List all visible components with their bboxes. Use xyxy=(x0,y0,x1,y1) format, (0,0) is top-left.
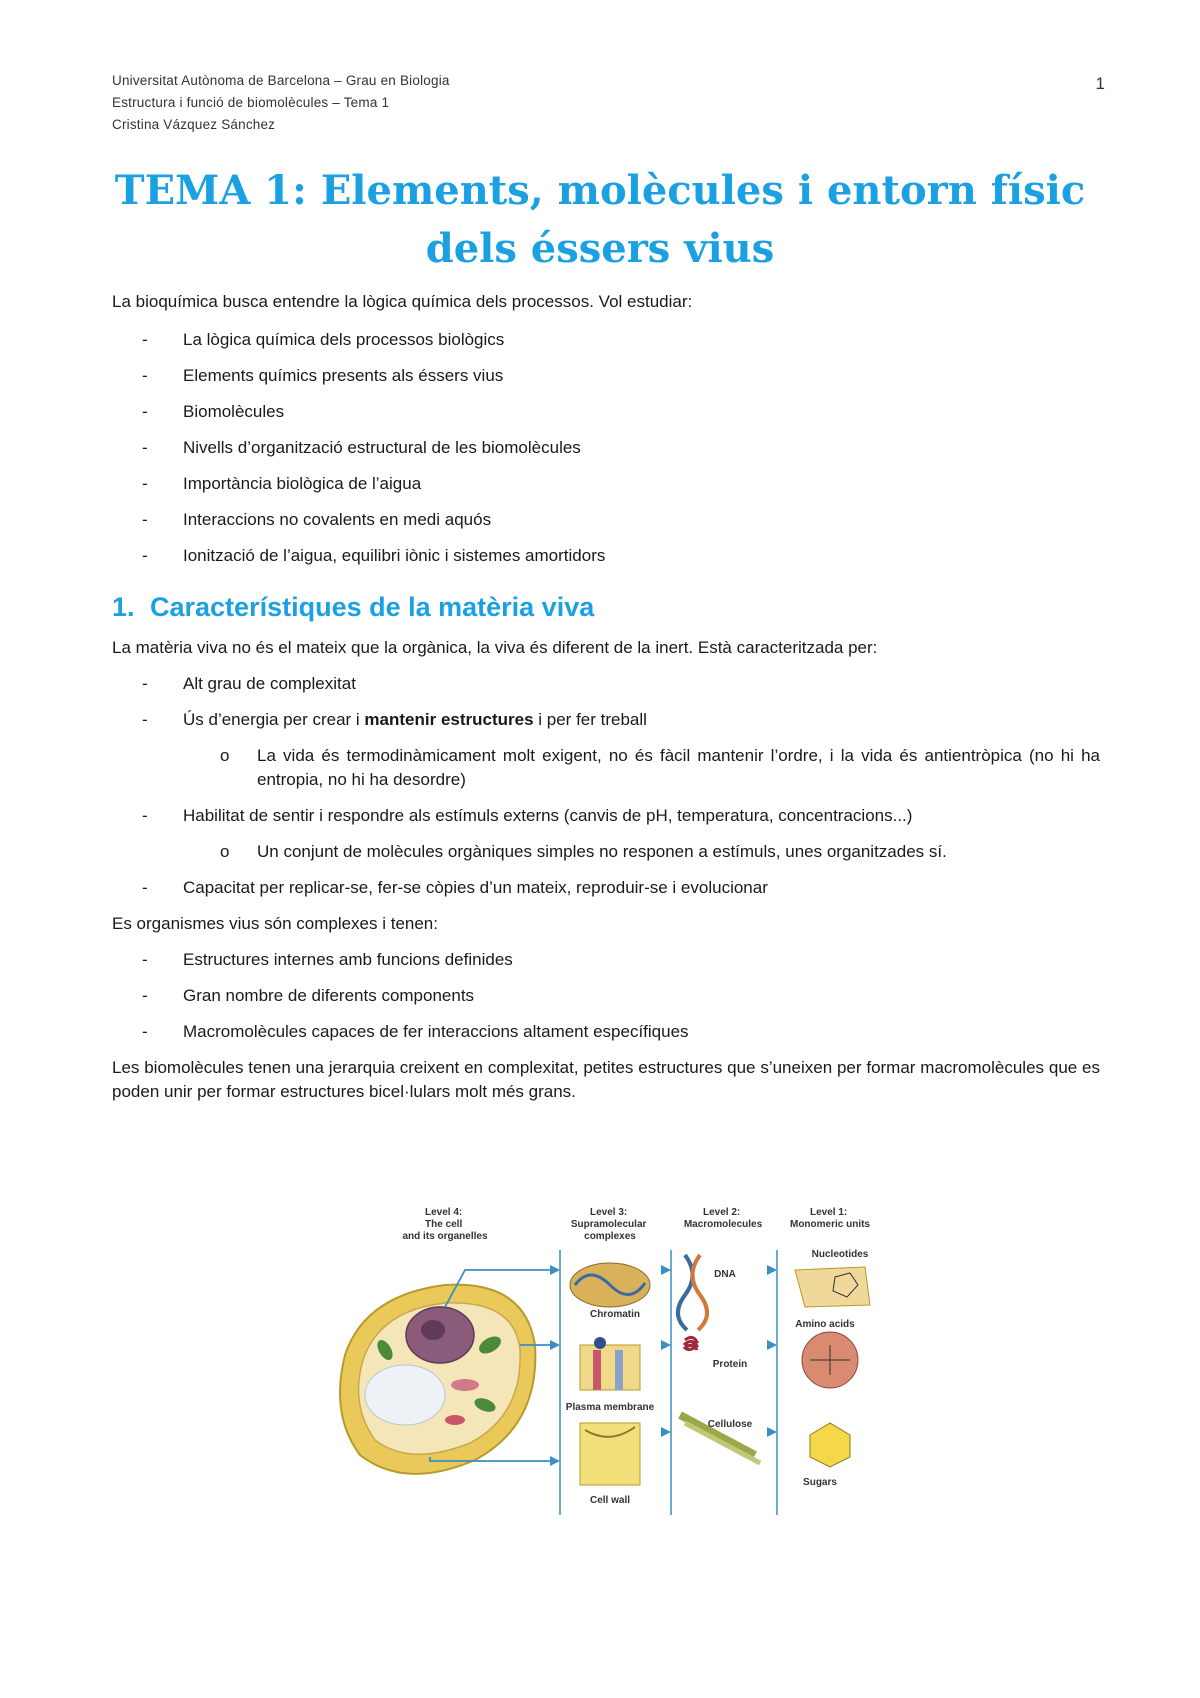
list-item xyxy=(112,708,1100,732)
intro-paragraph: La bioquímica busca entendre la lògica química dels processos. Vol estudiar: xyxy=(112,292,693,311)
section-heading xyxy=(112,590,1100,624)
cell-wall-label: Cell wall xyxy=(589,1495,631,1506)
cell-wall-illustration xyxy=(580,1423,640,1485)
amino-acids-label: Amino acids xyxy=(795,1319,855,1330)
protein-label: Protein xyxy=(712,1359,748,1370)
level3-label: Level 3: Supramolecular complexes xyxy=(570,1207,647,1242)
list-item: - Ionització de l’aigua, equilibri iònic i sistemes amortidors xyxy=(112,544,1100,568)
nucleotides-label: Nucleotides xyxy=(811,1249,869,1260)
nucleotide-illustration xyxy=(795,1267,870,1307)
text-span: Ús d’energia per crear i xyxy=(183,710,365,729)
characteristics-list xyxy=(112,672,1100,732)
page-title xyxy=(90,162,1110,278)
document-body xyxy=(112,290,1100,1104)
header-author: Cristina Vázquez Sánchez xyxy=(112,117,276,132)
dna-label: DNA xyxy=(714,1269,736,1280)
organisms-list xyxy=(112,948,1100,1044)
bold-text: mantenir estructures xyxy=(364,710,534,729)
list-item: - Macromolècules capaces de fer interaccions altament específiques xyxy=(112,1020,1100,1044)
header-university: Universitat Autònoma de Barcelona – Grau en Biologia xyxy=(112,73,450,88)
chromatin-label: Chromatin xyxy=(590,1309,640,1320)
sugars-label: Sugars xyxy=(803,1477,837,1488)
list-item: - Capacitat per replicar-se, fer-se còpies d’un mateix, reproduir-se i evolucionar xyxy=(112,876,1100,900)
list-item: - Alt grau de complexitat xyxy=(112,672,1100,696)
page-header xyxy=(112,70,450,136)
list-item: - La lògica química dels processos biològics xyxy=(112,328,1100,352)
list-item: - Habilitat de sentir i respondre als estímuls externs (canvis de pH, temperatura, concentracions...) xyxy=(112,804,1100,828)
characteristics-list-cont xyxy=(112,804,1100,828)
list-item: - Gran nombre de diferents components xyxy=(112,984,1100,1008)
characteristics-list-end xyxy=(112,876,1100,900)
organisms-intro: Es organismes vius són complexes i tenen: xyxy=(112,914,438,933)
section-title: Característiques de la matèria viva xyxy=(150,592,595,622)
page-number: 1 xyxy=(1095,74,1105,93)
level4-label: Level 4: The cell and its organelles xyxy=(402,1207,488,1242)
sub-list-item: o La vida és termodinàmicament molt exigent, no és fàcil mantenir l’ordre, i la vida és antientròpica (no hi ha entropia, no hi ha desordre) xyxy=(112,744,1100,792)
level2-label: Level 2: Macromolecules xyxy=(683,1207,763,1230)
list-item: - Biomolècules xyxy=(112,400,1100,424)
list-item: - Nivells d’organització estructural de les biomolècules xyxy=(112,436,1100,460)
chromatin-illustration xyxy=(570,1263,650,1307)
section-intro: La matèria viva no és el mateix que la orgànica, la viva és diferent de la inert. Està caracteritzada per: xyxy=(112,638,878,657)
header-course: Estructura i funció de biomolècules – Tema 1 xyxy=(112,95,390,110)
list-item: - Estructures internes amb funcions definides xyxy=(112,948,1100,972)
title-line-2: dels éssers vius xyxy=(425,225,775,272)
intro-list xyxy=(112,328,1100,568)
list-item: - Elements químics presents als éssers vius xyxy=(112,364,1100,388)
amino-acid-illustration xyxy=(802,1332,858,1388)
level1-label: Level 1: Monomeric units xyxy=(789,1207,871,1230)
closing-paragraph: Les biomolècules tenen una jerarquia creixent en complexitat, petites estructures que s’uneixen per formar macromolècules que es poden unir per formar estructures bicel·lulars molt més grans. xyxy=(112,1058,1100,1101)
sub-list-item: o Un conjunt de molècules orgàniques simples no responen a estímuls, unes organitzades sí. xyxy=(112,840,1100,864)
biomolecule-hierarchy-figure xyxy=(325,1195,885,1515)
text-span: i per fer treball xyxy=(533,710,647,729)
list-item: - Importància biològica de l’aigua xyxy=(112,472,1100,496)
plasma-membrane-illustration xyxy=(580,1337,640,1390)
sub-list xyxy=(112,744,1100,792)
section-number: 1. xyxy=(112,592,135,622)
title-line-1: TEMA 1: Elements, molècules i entorn físic xyxy=(114,167,1086,214)
list-item: - Interaccions no covalents en medi aquós xyxy=(112,508,1100,532)
sub-list xyxy=(112,840,1100,864)
plasma-membrane-label: Plasma membrane xyxy=(565,1402,655,1413)
cellulose-label: Cellulose xyxy=(707,1419,753,1430)
